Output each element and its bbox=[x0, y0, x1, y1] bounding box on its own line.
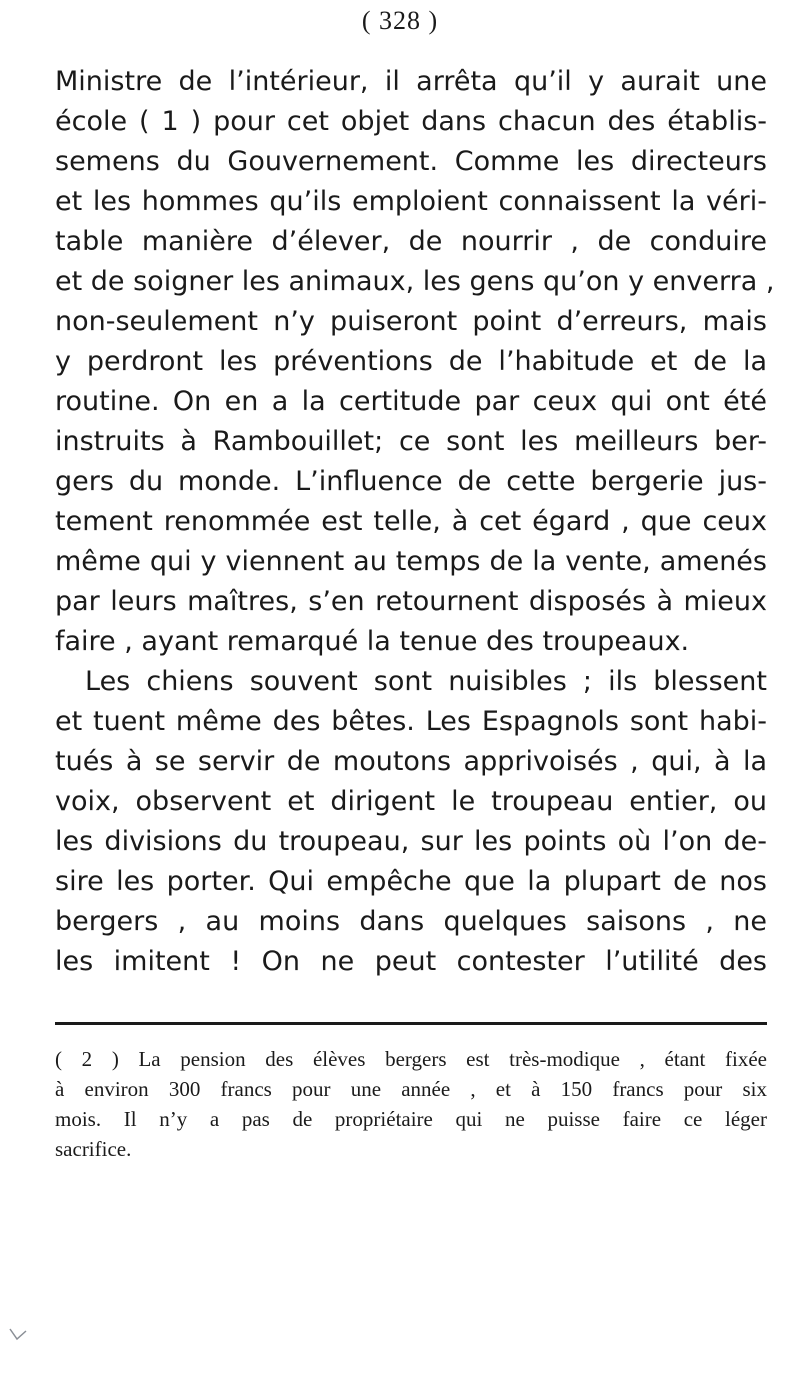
body-line: même qui y viennent au temps de la vente, amenés bbox=[55, 546, 767, 577]
page-number: ( 328 ) bbox=[361, 6, 439, 35]
body-line: voix, observent et dirigent le troupeau entier, ou bbox=[55, 786, 767, 817]
body-line: tement renommée est telle, à cet égard , que ceux bbox=[55, 506, 767, 537]
body-line: par leurs maîtres, s’en retournent disposés à mieux bbox=[55, 586, 767, 617]
body-line: les divisions du troupeau, sur les points où l’on de- bbox=[55, 826, 767, 857]
body-line: école ( 1 ) pour cet objet dans chacun des établis- bbox=[55, 106, 767, 137]
body-line: table manière d’élever, de nourrir , de conduire bbox=[55, 226, 767, 257]
body-line: tués à se servir de moutons apprivoisés , qui, à la bbox=[55, 746, 767, 777]
footnote-line: sacrifice. bbox=[55, 1137, 132, 1161]
body-line: semens du Gouvernement. Comme les directeurs bbox=[55, 146, 767, 177]
paragraph-first-line: Les chiens souvent sont nuisibles ; ils blessent bbox=[85, 666, 767, 697]
body-line: et de soigner les animaux, les gens qu’on y enverra , bbox=[55, 266, 775, 297]
footnote-line: mois. Il n’y a pas de propriétaire qui ne puisse faire ce léger bbox=[55, 1107, 767, 1131]
body-line: sire les porter. Qui empêche que la plupart de nos bbox=[55, 866, 767, 897]
body-line: instruits à Rambouillet; ce sont les meilleurs ber- bbox=[55, 426, 767, 457]
body-line: routine. On en a la certitude par ceux qui ont été bbox=[55, 386, 767, 417]
body-line: y perdront les préventions de l’habitude et de la bbox=[55, 346, 767, 377]
body-line: Ministre de l’intérieur, il arrêta qu’il y aurait une bbox=[55, 66, 767, 97]
body-line: et tuent même des bêtes. Les Espagnols sont habi- bbox=[55, 706, 767, 737]
body-line: les imitent ! On ne peut contester l’utilité des bbox=[55, 946, 767, 977]
body-line: non-seulement n’y puiseront point d’erreurs, mais bbox=[55, 306, 767, 337]
footnote-rule bbox=[55, 1022, 767, 1025]
body-line: bergers , au moins dans quelques saisons , ne bbox=[55, 906, 767, 937]
body-line: gers du monde. L’influence de cette bergerie jus- bbox=[55, 466, 767, 497]
footnote-line: à environ 300 francs pour une année , et à 150 francs pour six bbox=[55, 1077, 767, 1101]
footnote-line: ( 2 ) La pension des élèves bergers est très-modique , étant fixée bbox=[55, 1047, 767, 1071]
footnote bbox=[55, 1044, 767, 1164]
body-text bbox=[55, 62, 775, 982]
pencil-mark-icon bbox=[8, 1327, 28, 1341]
body-line: faire , ayant remarqué la tenue des troupeaux. bbox=[55, 626, 690, 657]
body-line: et les hommes qu’ils emploient connaissent la véri- bbox=[55, 186, 767, 217]
